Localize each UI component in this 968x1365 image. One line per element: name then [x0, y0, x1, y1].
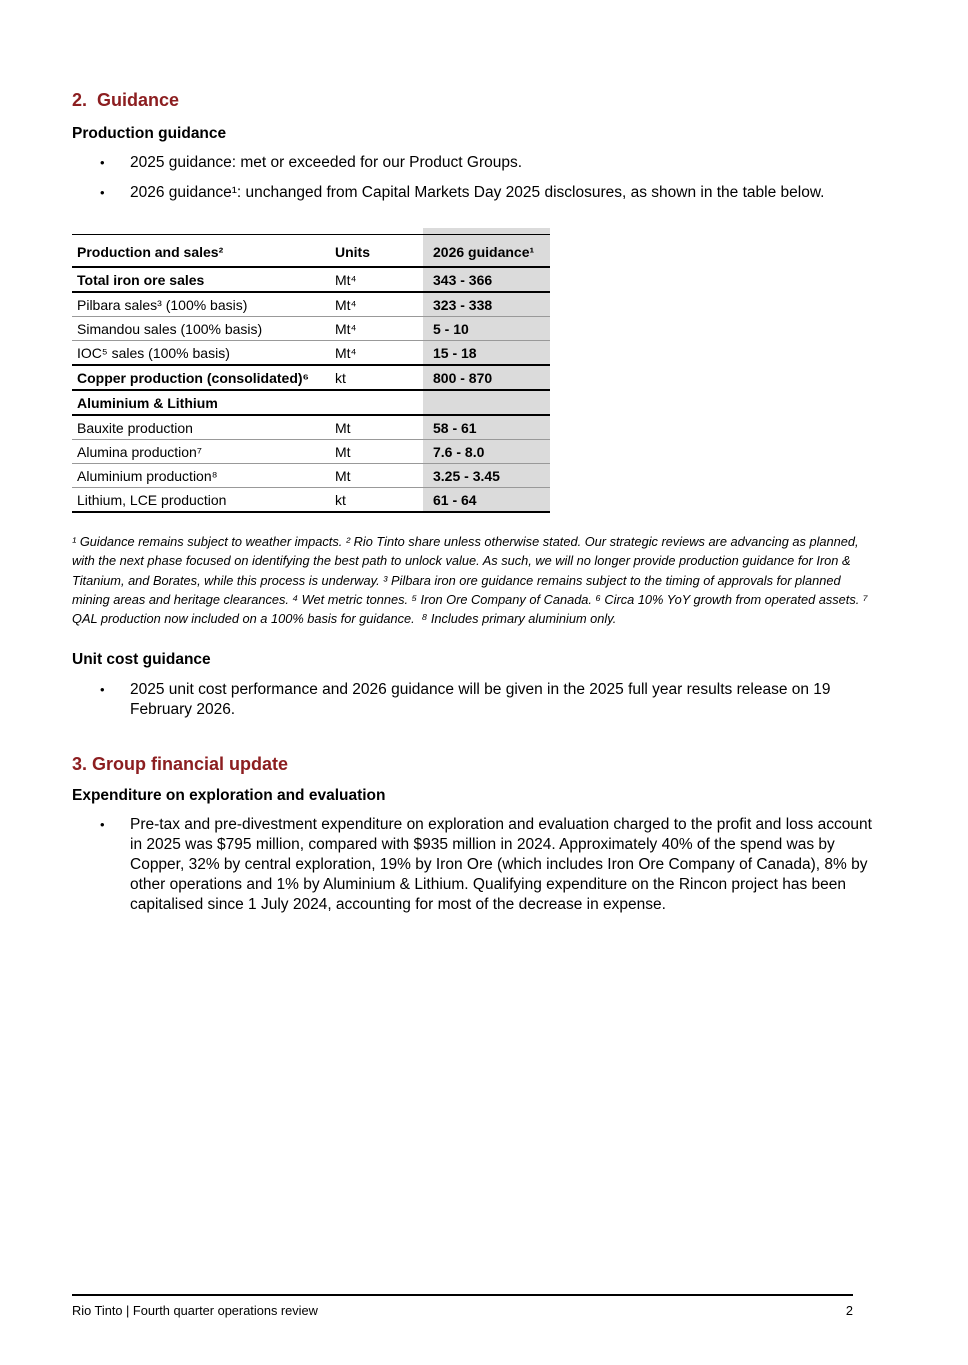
table-row [72, 267, 550, 292]
table-row [72, 464, 550, 488]
section-number: 3. [72, 754, 88, 775]
table-row [72, 415, 550, 440]
row-guidance: 58 - 61 [423, 415, 550, 440]
expenditure-bullet [72, 815, 880, 915]
row-units: Mt⁴ [335, 267, 423, 292]
row-label: Pilbara sales³ (100% basis) [72, 292, 335, 317]
row-label: Simandou sales (100% basis) [72, 317, 335, 341]
table-row [72, 317, 550, 341]
section-number: 2. [72, 90, 88, 110]
guidance-bullet-1 [72, 153, 880, 173]
row-label: Total iron ore sales [72, 267, 335, 292]
col-header-production-and-sales: Production and sales² [72, 235, 335, 268]
guidance-bullet-2 [72, 183, 880, 203]
table-row [72, 341, 550, 366]
row-guidance: 15 - 18 [423, 341, 550, 366]
footer-rule [72, 1294, 853, 1296]
bullet-text: 2025 guidance: met or exceeded for our Product Groups. [130, 154, 523, 171]
guidance-table-wrap [72, 234, 550, 513]
row-units: kt [335, 488, 423, 513]
row-guidance: 5 - 10 [423, 317, 550, 341]
col-header-units: Units [335, 235, 423, 268]
row-guidance [423, 390, 550, 415]
footer-page-number: 2 [845, 1303, 853, 1318]
row-label: Alumina production⁷ [72, 440, 335, 464]
row-guidance: 61 - 64 [423, 488, 550, 513]
row-guidance: 7.6 - 8.0 [423, 440, 550, 464]
row-units: Mt⁴ [335, 317, 423, 341]
production-guidance-table [72, 234, 550, 513]
row-label: Copper production (consolidated)⁶ [72, 365, 335, 390]
row-units: Mt [335, 440, 423, 464]
row-units: Mt⁴ [335, 341, 423, 366]
bullet-text: Pre-tax and pre-divestment expenditure on exploration and evaluation charged to the profit and loss account in 2025 was $795 million, compared with $935 million in 2024. Approximately 40% of the spend was by Copper, 32% by central exploration, 19% by Iron Ore (which includes Iron Ore Company of Canada), 8% by other operations and 1% by Aluminium & Lithium. Qualifying expenditure on the Rincon project has been capitalised since 1 July 2024, accounting for most of the decrease in expense. [130, 816, 872, 914]
row-units: Mt⁴ [335, 292, 423, 317]
bullet-icon: • [100, 185, 105, 200]
row-label: Aluminium & Lithium [72, 390, 335, 415]
bullet-icon: • [100, 817, 105, 833]
production-guidance-heading: Production guidance [72, 125, 227, 142]
page-footer [72, 1294, 853, 1319]
table-header-row [72, 235, 550, 268]
row-label: IOC⁵ sales (100% basis) [72, 341, 335, 366]
row-guidance: 323 - 338 [423, 292, 550, 317]
row-guidance: 343 - 366 [423, 267, 550, 292]
table-row [72, 488, 550, 513]
bullet-icon: • [100, 155, 105, 170]
row-guidance: 800 - 870 [423, 365, 550, 390]
section-title: Guidance [97, 90, 180, 110]
table-footnotes: ¹ Guidance remains subject to weather impacts. ² Rio Tinto share unless otherwise stated. Our strategic reviews are advancing as planned, with the next phase focused on identifying the best path to unlock value. As such, we will no longer provide production guidance for Iron & Titanium, and Borates, while this process is underway. ³ Pilbara iron ore guidance remains subject to the timing of approvals for planned mining areas and heritage clearances. ⁴ Wet metric tonnes. ⁵ Iron Ore Company of Canada. ⁶ Circa 10% YoY growth from operated assets. ⁷ QAL production now included on a 100% basis for guidance. ⁸ Includes primary aluminium only. [72, 534, 872, 627]
bullet-text: 2025 unit cost performance and 2026 guidance will be given in the 2025 full year results release on 19 February 2026. [130, 681, 831, 719]
row-units: Mt [335, 464, 423, 488]
unit-cost-guidance-heading: Unit cost guidance [72, 651, 211, 669]
col-header-2026-guidance: 2026 guidance¹ [423, 235, 550, 268]
table-row [72, 292, 550, 317]
bullet-text: 2026 guidance¹: unchanged from Capital Markets Day 2025 disclosures, as shown in the table below. [130, 184, 825, 201]
footer-document-title: Rio Tinto | Fourth quarter operations review [72, 1303, 318, 1318]
table-row [72, 365, 550, 390]
section-heading-guidance [72, 90, 880, 111]
table-row [72, 440, 550, 464]
unit-cost-bullet [72, 680, 880, 720]
section-title: Group financial update [92, 754, 289, 775]
section-heading-group-financial-update [72, 754, 880, 775]
table-section-row [72, 390, 550, 415]
row-label: Bauxite production [72, 415, 335, 440]
bullet-icon: • [100, 682, 105, 698]
row-units: Mt [335, 415, 423, 440]
row-label: Aluminium production⁸ [72, 464, 335, 488]
expenditure-heading: Expenditure on exploration and evaluation [72, 787, 386, 805]
row-guidance: 3.25 - 3.45 [423, 464, 550, 488]
row-label: Lithium, LCE production [72, 488, 335, 513]
row-units: kt [335, 365, 423, 390]
row-units [335, 390, 423, 415]
